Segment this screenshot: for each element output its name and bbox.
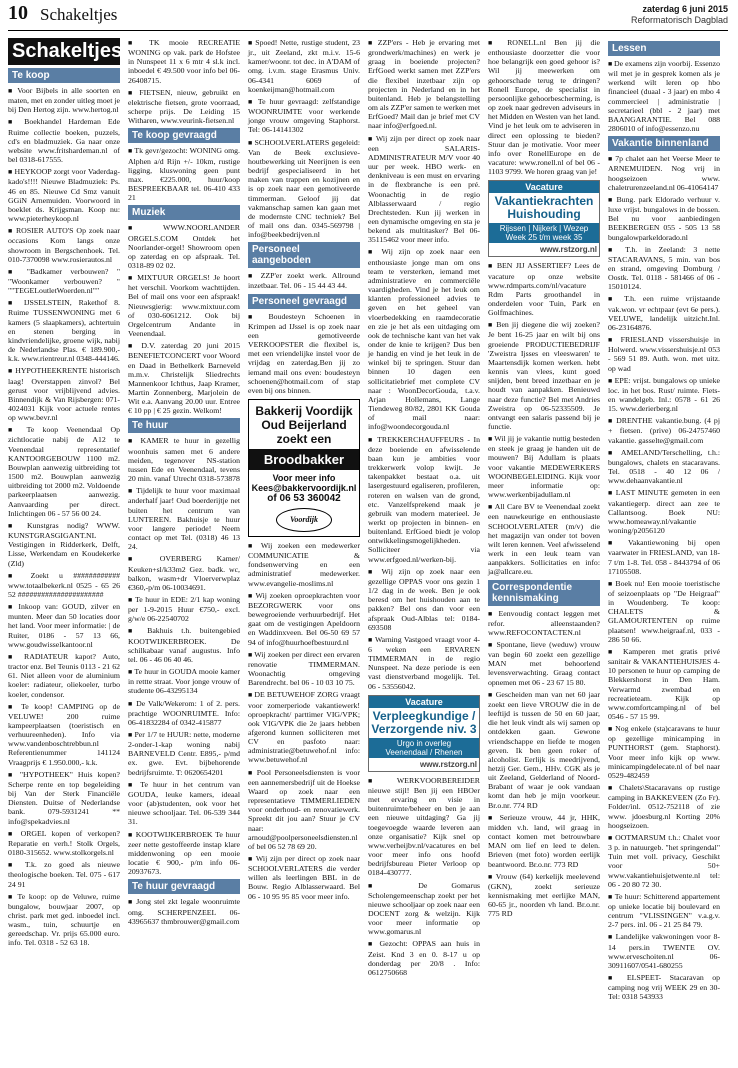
classified-ad: ■ De Gomarus Scholengemeenschap zoekt per het nieuwe schooljaar op zoek naar een DOCENT zorg & welzijn. Kijk voor meer informatie op www.gomarus.nl	[368, 881, 480, 937]
classified-ad: ■ Tijdelijk te huur voor maximaal anderhalf jaar! Oud boerderijtje net buiten het centrum van LUNTEREN. Bakhuisje te huur voor langere periode! Neem contact op met Tel. (0318) 46 13 24.	[128, 486, 240, 551]
classified-ad: ■ RADIATEUR kapot? Auto, tractor enz. Bel Teunis 0113 - 21 62 61. Niet alleen voor de aluminium koeler: radiateur, oliekoeler, turbo koeler, condensor.	[8, 652, 120, 699]
classified-ad: ■ Wij zijn per direct op zoek naar SCHOOLVERLATERS die verder willen als leerlingen BBL in de Bouw. Regio Alblasserwaard. Bel 06 - 10 95 95 85 voor meer info.	[248, 854, 360, 901]
vacature-url: www.rstzorg.nl	[419, 759, 477, 769]
page-header	[8, 2, 728, 31]
classified-ad: ■ ROSIER AUTO'S Op zoek naar occasions Kom langs onze showroom in Bergschenhoek. Tel. 010-7370098 www.rosierautos.nl	[8, 226, 120, 264]
classified-ad: ■ Te huur gevraagd: zelfstandige WOONRUIMTE voor werkende jonge vrouw omgeving Staphorst. Tel: 06-14141302	[248, 97, 360, 135]
classified-ad: ■ MIXTUUR ORGELS! Je hoort het verschil. Voorkom wachttijden. Bel of mail ons voor een afspraak! Nieuwsgierig: www.mixtuur.com of 030-6061212. Ook bij Orgelcentrum Andante in Veenendaal.	[128, 273, 240, 338]
vacature-display-ad	[488, 180, 600, 257]
ad-list	[488, 609, 600, 919]
ad-list	[368, 38, 480, 691]
classified-ad: ■ DRENTHE vakantie.bung. (4 pj + fietsen. (prive) 06-24757460 vakantie. gasselte@gmail.com	[608, 416, 720, 444]
section-heading-correspondentie: Correspondentie kennismaking	[488, 580, 600, 606]
classified-ad: ■ Kunstgras nodig? WWW. KUNSTGRASGIGANT.NL Vestigingen in Ridderkerk, Delft, Lisse, Werkendam en Koudekerke (Zld)	[8, 521, 120, 568]
classified-ad: ■ Ben jij diegene die wij zoeken? Je bent 16-25 jaar en wilt bij ons groeiende PRODUCTIEBEDRIJF 'Zweistra Ijsses en vleeswaren' te Maartensdijk komen werken. hebt kennis van vlees, kunt goed snijden, bent breed inzetbaar en je houdt van aanpakken. Benieuwd naar deze functie? Bel met Andries Zweistra op 06-52335509. Je ontvangt een salaris passend bij je functie.	[488, 320, 600, 431]
classified-ad: ■ WWW.NOORLANDER ORGELS.COM Ontdek het Noorlander-orgel! Showroom open op zaterdag en op afspraak. Tel. 0318-89 02 02.	[128, 223, 240, 270]
classified-ad: ■ Warning Vastgoed vraagt voor 4-6 weken een ERVAREN TIMMERMAN in de regio Nunspeet. Na deze periode is een vast dienstverband mogelijk. Tel. 06 - 53556042.	[368, 635, 480, 691]
ad-list	[248, 541, 360, 901]
ad-list	[248, 312, 360, 395]
classified-ad: ■ "HYPOTHEEK" Huis kopen? Scherpe rente en top begeleiding bij Van der Sterk Financiële Diensten. Duitse of Nederlandse bank. 079-5931241 ** info@spekadvies.nl	[8, 770, 120, 826]
section-heading-muziek: Muziek	[128, 205, 240, 220]
classified-ad: ■ TK mooie RECREATIE WONING op vak. park de Hofstee in Nunspeet 11 x 6 mtr 4 sl.k incl. inboedel € 49.500 voor info bel 06-26408715.	[128, 38, 240, 85]
vacature-label: Vacature	[369, 696, 479, 708]
classified-ad: ■ Vrouw (64) kerkelijk meelevend (GKN), zoekt serieuze kennismaking met eerlijke MAN, 60-65 jr., noorden vh land. Br.o.nr. 775 RD	[488, 872, 600, 919]
vacature-sub: Rijssen | Nijkerk | Wezep Week 25 t/m week 35	[489, 223, 599, 243]
section-masthead: Schakeltjes	[8, 38, 120, 65]
ad-list	[128, 897, 240, 925]
classified-ad: ■ ELSPEET- Stacaravan op camping nog vrij WEEK 29 en 30- Tel: 0318 543933	[608, 973, 720, 1001]
classified-ad: ■ ZZP'er zoekt werk. Allround inzetbaar. Tel. 06 - 15 44 43 44.	[248, 271, 360, 290]
classified-ad: ■ FIETSEN, nieuw, gebruikt en elektrische fietsen, grote voorraad, scherpe prijs. De Leiding 15 Witharen, www.veurink-fietsen.nl	[128, 88, 240, 126]
ad-email: Kees@bakkervoordijk.nl	[251, 483, 357, 493]
classified-ad: ■ Boek nu! Een mooie toeristische of seizoenplaats op "De Heigraaf" in Woudenberg. Te koop: CHALETS & GLAMOURTENTEN op ruime plaatsen! www.heigraaf.nl, 033 - 286 50 66.	[608, 579, 720, 644]
ad-line: Oud Beijerland	[261, 418, 347, 432]
section-heading-te-huur: Te huur	[128, 418, 240, 433]
classified-ad: ■ De Valk/Wekerom: 1 of 2. pers. prachtige WOONRUIMTE. Info: 06-41832284 of 0342-415877	[128, 699, 240, 727]
classified-ad: ■ HEYKOOP zorgt voor Vaderdag-kado's!!!! Nieuwe Bladmuziek: Ps. 46 en 85. Nieuwe Cd Smz vanuit GGiN Arnemuiden. Voorwoord in boeklet ds. Krijgsman. Koop nu: www.pieterheykoop.nl	[8, 167, 120, 223]
newspaper-name: Reformatorisch Dagblad	[630, 15, 728, 25]
section-heading-lessen: Lessen	[608, 41, 720, 56]
ad-list	[128, 223, 240, 415]
classified-ad: ■ Tk gevr/gezocht: WONING omg. Alphen a/d Rijn +/- 10km, rustige ligging, kluswoning geen punt max. €225.000, huur/koop BESPREEKBAAR tel. 06-410 433 21	[128, 146, 240, 202]
classified-ad: ■ Eenvoudig contact leggen met refor. alleenstaanden? www.REFOCONTACTEN.nl	[488, 609, 600, 637]
ad-line: Bakkerij Voordijk	[255, 404, 353, 418]
page-title: Schakeltjes	[40, 5, 118, 24]
column-2	[128, 38, 240, 929]
classified-ad: ■ Pool Personeelsdiensten is voor een aannemersbedrijf uit de Hoekse Waard op zoek naar een representatieve TIMMERLIEDEN voor onderhoud- en renovatiewerk. Spreekt dit jou aan? Stuur je CV naar: arnoud@poolpersoneelsdiensten.nl of bel 06 52 78 69 20.	[248, 768, 360, 851]
classified-ad: ■ Wil jij je vakantie nuttig besteden en steek je graag je handen uit de mouwen? Bij Adullam is plaats voor vakantie MEDEWERKERS WOONBEGELEIDING. Kijk voor meer informatie op: www.werkenbijadullam.nl	[488, 434, 600, 499]
classified-ad: ■ All Care BV te Veenendaal zoekt een nauwkeurige en enthousiaste SCHOOLVERLATER (m/v) die het magazijn van onder tot boven wilt leren kennen. Veel afwisselend werk in een leuk team van aanpakkers. Sollicitaties en info: ja@allcare.eu.	[488, 502, 600, 576]
ad-phone: of 06 53 360042	[267, 493, 341, 504]
ad-banner: Broodbakker	[249, 449, 359, 470]
classified-ad: ■ Wij zoeken per direct een ervaren renovatie TIMMERMAN. Woonachtig omgeving Barendrecht. bel 06 - 10 03 10 75.	[248, 650, 360, 688]
classified-ad: ■ De examens zijn voorbij. Essenzo wil met je in gesprek komen als je werkend wilt leren op hbo financieel (duaal - 3 jaar) en mbo 4 commercieel | administratie | secretarieel (bbl - 2 jaar) met BAANGARANTIE. Bel 088 2806010 of info@essenzo.nu	[608, 59, 720, 133]
section-heading-vakantie-binnenland: Vakantie binnenland	[608, 136, 720, 151]
vacature-title: Verpleegkundige / Verzorgende niv. 3	[369, 708, 479, 738]
page-number: 10	[8, 2, 28, 24]
ad-list	[248, 38, 360, 239]
classified-ad: ■ Boudesteyn Schoenen in Krimpen ad IJssel is op zoek naar een gemotiveerde VERKOOPSTER die flexibel is, met een vriendelijke instel voor de vrijdag en zaterdag.Ben jij zo iemand mail ons even: boudesteyn schoenen@hotmail.com of stap even bij ons binnen.	[248, 312, 360, 395]
classified-ad: ■ Zoekt u ############ www.totaalbekerk.nl 0525 - 65 26 52 ######################	[8, 571, 120, 599]
classified-ad: ■ Te koop! CAMPING op de VELUWE! 200 ruime kampeerplaatsen (toeristisch en verhuureenheden). Info via www.vandenboschtrebbun.nl Referentienummer 141124 Vraagprijs € 1.950.000,- k.k.	[8, 702, 120, 767]
classified-ad: ■ Serieuze vrouw, 44 jr, HHK, midden v.h. land, wil graag in contact komen met betrouwbare MAN om lief en leed te delen. Brieven (met foto) worden eerlijk beantwoord. Br.o.nr. 773 RD	[488, 813, 600, 869]
classified-ad: ■ OOTMARSUM t.h.: Chalet voor 3 p. in natuurgeb. "het springendal" Tuin met voll. privacy, Geschikt voor 50+ www.vakantiehuisjetwente.nl tel: 06 - 20 80 72 30.	[608, 833, 720, 889]
bakery-logo: Voordijk	[276, 508, 332, 532]
classified-ad: ■ Spoed! Nette, rustige student, 23 jr., uit Zeeland, zkt m.i.v. 15-6 kamer/woonr. tot dec. in A'DAM of omg. i.v.m. stage Erasmus Univ. 06-4341 6069 of koenkeijman@hotmail.com	[248, 38, 360, 94]
column-6	[608, 38, 720, 1005]
classified-ad: ■ Landelijke vakwoningen voor 8-14 pers.in TWENTE OV. www.erveschoiten.nl 06-30911607/0541-680255	[608, 932, 720, 970]
ad-list	[8, 86, 120, 948]
classified-ad: ■ Gescheiden man van net 60 jaar zoekt een lieve VROUW die in de leeftijd is tussen de 50 en 60 jaar, die het leuk vindt als wij samen op ontdekken gaan. Gewone vriendschappe en liefde te mogen geven. Ik ben geen roker of alcoholist. Eerlijk is meedrijvend, hetzij Ger. Gem., HHv. CGK als je uit Zeeland, Gelderland of Noord-Brabant of waar je ook vandaan komt dan heb je mijn voorkeur. Br.o.nr. 774 RD	[488, 690, 600, 810]
ad-list	[488, 261, 600, 576]
classified-ad: ■ BEN JIJ ASSERTIEF? Lees de vacature op onze website www.rdmparts.com/nl/vacature Rdm Parts groothandel in onderdelen voor Tuin, Park en Golfmachines.	[488, 261, 600, 317]
classified-ad: ■ SCHOOLVERLATERS gegeleid: Van de Beek exclusieve-houtbewerking uit Neerijnen is een bedrijf gespecialiseerd in het maken van trappen en kozijnen en is op zoek naar een gemotiveerde timmerman. Geloof jij dat vakmanschap samen kan gaan met de modernste CNC techniek? Bel of mail ons dan. 0345-569798 | info@beekbedrijven.nl	[248, 138, 360, 240]
classified-ad: ■ T.k. zo goed als nieuwe theologische boeken. Tel. 075 - 617 24 91	[8, 860, 120, 888]
classified-ad: ■ IJSSELSTEIN, Rakethof 8. Ruime TUSSENWONING met 6 kamers (5 slaapkamers), achtertuin en stenen berging in kindvriendelijke, groene wijk, nabij de Nederlandse Plas. € 189.900,- k.k. www.rientreur.nl 0348-444146.	[8, 298, 120, 363]
issue-date: zaterdag 6 juni 2015	[642, 4, 728, 14]
bakkerij-display-ad	[248, 399, 360, 537]
column-4	[368, 38, 480, 980]
vacature-display-ad	[368, 695, 480, 772]
classified-ad: ■ Wij zijn per direct op zoek naar een SALARIS-ADMINISTRATEUR M/V voor 40 uur per week. HBO werk- en denkniveau is een must en ervaring in de flexbranche is een pré. Woonachtig in de regio Alblasserwaard / regio Drechtsteden. Kun jij werken in een dynamische omgeving en sta je bekend als multitasker? Bel 06-35115462 voor meer info.	[368, 134, 480, 245]
classified-ad: ■ Spontane, lieve (weduw) vrouw van begin 60 zoekt een gezellige MAN met behoorlend levensverwachting. Graag contact opnemen met 06 - 23 67 15 80.	[488, 640, 600, 687]
classified-ad: ■ ORGEL kopen of verkopen? Reparatie en verh.! Stolk Orgels, 0180-315652. www.stolkorgels.nl	[8, 829, 120, 857]
section-heading-te-koop: Te koop	[8, 68, 120, 83]
ad-list	[368, 776, 480, 977]
classified-ad: ■ Te huur: Schitterend appartement op unieke locatie bij boulevard en centrum "VLISSINGEN" v.a.g.v. 2-7 pers. inl. 06 - 21 25 84 79.	[608, 892, 720, 930]
classified-ad: ■ RONELL.nl Ben jij die enthousiaste doorzetter die voor hoe belangrijk een goed gehoor is? Wil jij meewerken om gehoorschade terug te dringen? Ronell Europe, de specialist in persoonlijke gehoorbescherming, is op zoek naar gedreven adviseurs in het Midden en Westen van het land. Vind je het leuk om te adviseren in direct een oplossing te bieden? Stuur dan je motivatie. Voor meer info over RonellEurope en de vacature: www.ronell.nl of bel 06 - 1103 9799. We horen graag van je!	[488, 38, 600, 176]
ad-list	[128, 38, 240, 125]
ad-line: Voor meer info	[272, 473, 336, 483]
classified-ad: ■ Chalets\Stacaravans op rustige camping in BAKKEVEEN (Zo Fr). Folder/inl. 0512-752118 of zie www. jdoesburg.nl Korting 20% hoogseizoen.	[608, 783, 720, 830]
classified-ad: ■ Vakantiewoning bij open vaarwater in FRIESLAND, van 18-7 t/m 1-8. Tel. 058 - 8443794 of 06 17105508.	[608, 538, 720, 576]
classified-ad: ■ FRIESLAND vissershuisje in Holwerd. www.vissershuisje.nl 053 - 569 51 89. Auth. won. met uitz. op wad	[608, 335, 720, 373]
classified-ad: ■ T.h. een ruime vrijstaande vak.won. vr echtpaar (evt 6e pers.). VELUWE, landelijk uitzicht.Inl. 06-23164876.	[608, 294, 720, 332]
ad-list	[608, 154, 720, 1001]
vacature-title: Vakantiekrachten Huishouding	[489, 193, 599, 223]
classified-ad: ■ 7p chalet aan het Veerse Meer te ARNEMUIDEN. Nog vrij in hoogseizoen www. chaletrurenzeeland.nl 06-41064147	[608, 154, 720, 192]
ad-line: zoekt een	[276, 432, 332, 446]
classified-ad: ■ Bakhuis t.h. buitengebied KOOTWIJKERBROEK. De schilkabaar vanaf augustus. Info tel. 06 - 46 06 40 46.	[128, 626, 240, 664]
classified-ad: ■ D.V. zaterdag 20 juni 2015 BENEFIETCONCERT voor Woord en Daad in Bethelkerk Barneveld m.m.v. Christelijk Sliedrechts Mannenkoor Ichthus, Jaap Kramer, Martin Zonnenberg, Marjolein de Wit e.a. Aanvang 20.00 uur. Entree € 10 pp | € 25 gezin. Welkom!	[128, 341, 240, 415]
classified-ad: ■ Te huur in het centrum van GOUDA, leuke kamers, ideaal voor (ab)studenten, ook voor het nieuwe schooljaar. Tel. 06-539 344 31.	[128, 780, 240, 827]
classified-ad: ■ T.h. in Zeeland: 3 nette STACARAVANS, 5 min. van bos en strand, omgeving Domburg / Oostk. Tel. 0118 - 581466 of 06 - 15010124.	[608, 245, 720, 292]
classified-ad: ■ Te koop: op de Veluwe, ruime bungalow, bouwjaar 2007, op christ. park met ged. inboedel incl. wasm., tuin, schuurtje en gereedschap. Vr. prijs 65.000 euro. info. Tel. 0318 - 52 63 18.	[8, 892, 120, 948]
classified-ad: ■ KOOTWIJKERBROEK Te huur zeer nette gestoffeerde instap klare middenwoning op een mooie locatie € 900,- p/m info 06-20937673.	[128, 830, 240, 877]
classified-ad: ■ Voor Bijbels in alle soorten en maten, met en zonder uitleg moet je bij Den Hertog zijn. www.hertog.nl	[8, 86, 120, 114]
ad-list	[128, 146, 240, 202]
section-heading-te-koop-gevraagd: Te koop gevraagd	[128, 128, 240, 143]
classified-ad: ■ WERKVOORBEREIDER nieuwe stijl! Ben jij een HBOer met ervaring en visie in buitenruimte/beheer en ben je aan een nieuwe uitdaging? Ga jij toegevoegde waarde leveren aan onze organisatie? Kijk snel op www.verheijbv.nl/vacatures en bel voor meer info ons hoofd bedrijfsbureau Pieter Verloop op 0184-430777.	[368, 776, 480, 878]
classified-ad: ■ DE BETUWEHOF ZORG vraagt voor zomerperiode vakantiewerk! oproepkracht/ parttimer VIG/VPK; ook VIG/VPK die 2e jaars hebben afgerond kunnen solliciteren met CV en pasfoto naar: administratie@betuwehof.nl info: www.betuwehof.nl	[248, 690, 360, 764]
vacature-label: Vacature	[489, 181, 599, 193]
classified-ad: ■ "Badkamer verbouwen? " "Woonkamer verbouwen? " ""TEGELoutletWoerden.nl""	[8, 267, 120, 295]
classified-ad: ■ Kamperen met gratis privé sanitair & VAKANTIEHUISJES 4-10 personen te huur op camping de Blekkershorst in Den Ham. Verwarmd zwembad en recreatieteam. Kijk op www.comfortcamping.nl of bel 0546 - 57 15 99.	[608, 647, 720, 721]
ad-list	[488, 38, 600, 176]
classified-ad: ■ HYPOTHEEKRENTE historisch laag! Overstappen zinvol? Bel gerust voor vrijblijvend advies. Binnendijk & Van Rijsbergen: 071-4024031 Kijk voor actuele rentes op www.bevr.nl	[8, 366, 120, 422]
ad-list	[128, 436, 240, 876]
section-heading-te-huur-gevraagd: Te huur gevraagd	[128, 879, 240, 894]
section-heading-personeel-gevraagd: Personeel gevraagd	[248, 294, 360, 309]
classified-ad: ■ Jong stel zkt legale woonruimte omg. SCHERPENZEEL 06-43965637 thmbrouwer@gmail.com	[128, 897, 240, 925]
ad-list	[248, 271, 360, 290]
column-3	[248, 38, 360, 904]
classified-ad: ■ Wij zijn op zoek naar een gezellige OPPAS voor ons gezin 1 1/2 dag in de week. Ben je ook beresd om het huishouden aan te pakken? Bel ons dan voor een afspraak Oud-Alblas tel: 0184-693508	[368, 567, 480, 632]
classified-ad: ■ KAMER te huur in gezellig woonhuis samen met 6 andere meiden, tegenover NS-station tussen Ede en Veenendaal, tevens 20 min. vanaf Utrecht 0318-573878	[128, 436, 240, 483]
classified-ad: ■ Inkoop van: GOUD, zilver en munten. Meer dan 50 locaties door het land. Voor meer informatie: | de Ruiter, 0186 - 57 13 66, www.goudwisselkantoor.nl	[8, 602, 120, 649]
classified-ad: ■ Te huur in EDE: 2/1 kap woning per 1-9-2015 Huur €750,- excl. g/w/e 06-22540702	[128, 595, 240, 623]
classified-ad: ■ Bung. park Eldorado verhuur v. luxe vrijst. bungalows in de bossen. Bel nu voor aanbiedingen BEEKBERGEN 055 - 505 13 58 bungalowparkeldorado.nl	[608, 195, 720, 242]
vacature-sub: Urgo in overleg Veenendaal / Rhenen	[369, 738, 479, 758]
classified-ad: ■ Te huur in GOUDA mooie kamer in rettte straat. Voor jonge vrouw of studente 06-43295134	[128, 667, 240, 695]
classified-ad: ■ Wij zoeken een medewerker COMMUNICATIE & fondsenwerving en een administratief medewerker. www.evangelie-moslims.nl	[248, 541, 360, 588]
classified-ad: ■ TREKKERCHAUFFEURS - In deze boeiende en afwisselende baan kun je ambities voor trekkerwerk volop kwijt. Je takenpakket bestaat o.a. uit lasergestuurd egaliseren, profileren, roteren en walsen van de grond, etc. Vanzelfsprekend maak je gebruik van modern materieel. Je werkt op projecten in binnen- en buitenland. ErfGoed biedt je volop ontwikkelingsmogelijkheden. Solliciteer via www.erfgoed.nl/werken-bij.	[368, 435, 480, 564]
classified-ad: ■ Gezocht: OPPAS aan huis in Zeist. Knd 3 en 0. 8-17 u op donderdag per 20/8 . Info: 0612750668	[368, 939, 480, 977]
classified-ad: ■ ZZP'ers - Heb je ervaring met grondwerk/machines) en werk je graag in boeiende projecten? ErfGoed werkt samen met ZZP'ers die flexibel inzetbaar zijn op projecten in Nederland en in het buitenland. Heb je belangstelling om als ZZP'er samen te werken met ErfGoed? Mail dan je brief met CV naar info@erfgoed.nl.	[368, 38, 480, 131]
section-heading-personeel-aangeboden: Personeel aangeboden	[248, 242, 360, 268]
column-5	[488, 38, 600, 922]
classified-ad: ■ Wij zijn op zoek naar een enthousiaste jonge man om ons team te versterken, iemand met administratieve en commerciële vaardigheden. Vind je het leuk om klanten professioneel advies te geven en het geheel van vloerbedekking en raamdecoratie en zie je het als een uitdaging om ook de technische kant van het vak onder de knie te krijgen? Dus ben je handig en vind je het leuk in de winkel bij te springen. Stuur dan binnen 10 dagen een sollicitatiebrief met complete CV naar : WoonDecorGouda, t.a.v. Arjan Hollemans, Lange Tiendeweg 80/82, 2801 KK Gouda of mail naar: info@woondecorgouda.nl	[368, 247, 480, 431]
vacature-url: www.rstzorg.nl	[539, 245, 597, 255]
classified-ad: ■ Per 1/7 te HUUR: nette, moderne 2-onder-1-kap woning nabij BARNEVELD Centr. E895,- p/md ex. gwe. Evt. bijbehorende bedrijfsruimte. T: 0620654201	[128, 730, 240, 777]
classified-ad: ■ OVERBERG Kamer/ Keuken+sl/k33m2 Gez. badk. wc, balkon, wasm+dr Vloerverwplaz €360,-p/m 06-10034691.	[128, 554, 240, 592]
column-1	[8, 38, 123, 951]
classified-ad: ■ LAST MINUTE gemeten in een vakantiegerp. direct aan zee te Callantsoog. Boek NU: www.homeaway.nl/vakantie woning/p2056120	[608, 488, 720, 535]
classified-ad: ■ Nog enkele (sta)caravans te huur op gezellige minicamping in PUNTHORST (gem. Staphorst). Voor meer info kijk op www. minicampingdelecate.nl of bel naar 0529-482459	[608, 724, 720, 780]
classified-ad: ■ EPE: vrijst. bungalows op unieke loc. in het bos. Rust/ ruimte. Fiets- en wandelgeb. Inl.: 0578 - 61 26 15. www.derierberg.nl	[608, 376, 720, 414]
classified-ad: ■ Boekhandel Hardeman Ede Ruime collectie boeken, puzzels, cd's en bladmuziek. Ga naar onze website www.fritshardeman.nl of bel 0318-617555.	[8, 117, 120, 164]
ad-list	[608, 59, 720, 133]
classified-ad: ■ Wij zoeken oproepkrachten voor BEZORGWERK voor ons bewegroeiende verhuurbedrijf. Het gaat om de vestigingen Apeldoorn en Waddinxveen. Bel 06-50 69 57 94 of info@huurhoefbestuurd.nl	[248, 591, 360, 647]
classified-ad: ■ AMELAND/Terschelling, t.h.: bungalows, chalets en stacaravans. Tel. 0518 - 40 12 06 / www.dehaanvakantie.nl	[608, 448, 720, 486]
classified-ad: ■ Te koop Veenendaal Op zichtlocatie nabij de A12 te Veenendaal representatief KANTOORGEBOUW 1100 m2. Bouwplan aanwezig uitbreiding tot 1500 m2. Bouwplan aanwezig uitbreiding tot 2000 m2. Voldoende parkeerplaatsen aanwezig. Aanvaarding per direct. Inlichtingen 06 - 57 56 00 24.	[8, 425, 120, 518]
